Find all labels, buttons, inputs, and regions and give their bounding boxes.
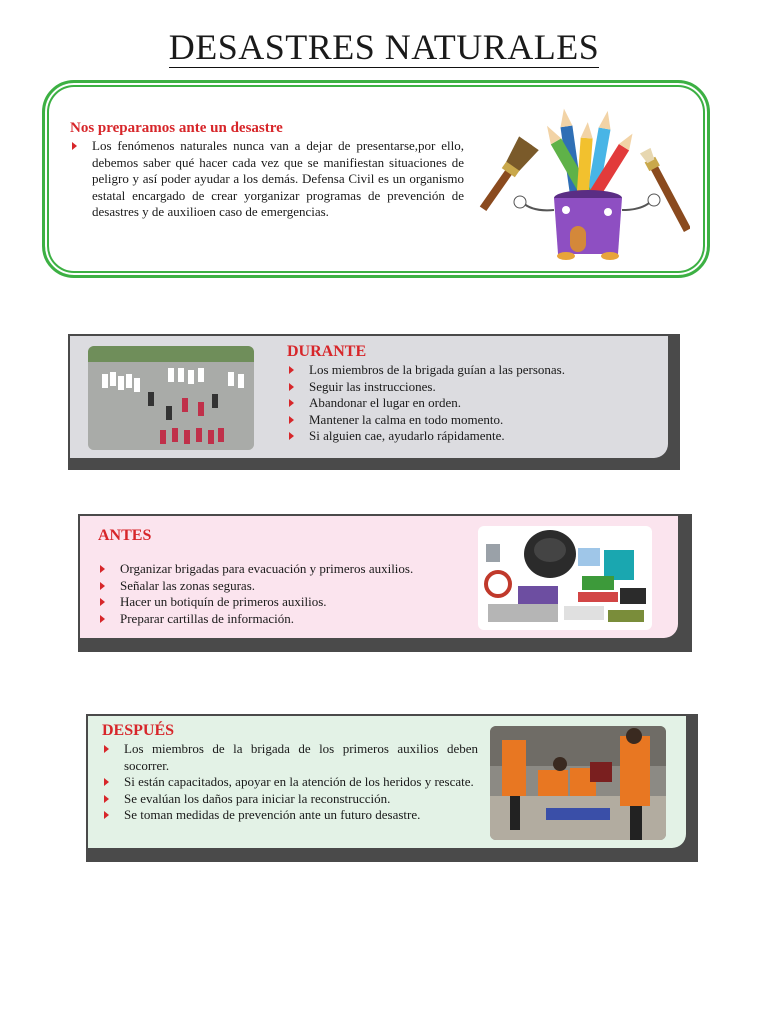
list-item: Mantener la calma en todo momento. [287, 412, 657, 429]
emergency-kit-icon [478, 526, 652, 630]
list-item: Preparar cartillas de información. [98, 611, 470, 628]
intro-heading: Nos preparamos ante un desastre [70, 120, 283, 136]
durante-title: DURANTE [287, 343, 367, 360]
intro-paragraph: Los fenómenos naturales nunca van a dejar de presentarse,por ello, debemos saber qué hacer cada vez que se manifiestan situaciones de peligro y así poder ayudar a los demás. Defensa Civil es un organismo estatal encargado de crear yorganizar programas de prevención de desastres y de auxilioen caso de emergencias. [70, 138, 464, 221]
rescue-photo-icon [490, 726, 666, 840]
list-item: Hacer un botiquín de primeros auxilios. [98, 594, 470, 611]
list-item: Se evalúan los daños para iniciar la reconstrucción. [102, 791, 478, 808]
pencil-cup-illustration [476, 106, 690, 262]
list-item: Seguir las instrucciones. [287, 379, 657, 396]
list-item: Señalar las zonas seguras. [98, 578, 470, 595]
page-title [0, 26, 768, 68]
durante-list [287, 362, 657, 445]
antes-content [98, 527, 470, 627]
intro-list [70, 138, 464, 221]
despues-content [102, 722, 478, 824]
emergency-kit-photo [478, 526, 652, 630]
antes-list [98, 561, 470, 627]
antes-title: ANTES [98, 527, 152, 544]
list-item: Organizar brigadas para evacuación y primeros auxilios. [98, 561, 470, 578]
durante-content [287, 343, 657, 445]
list-item: Se toman medidas de prevención ante un futuro desastre. [102, 807, 478, 824]
pencil-cup-icon [476, 106, 690, 262]
list-item: Si están capacitados, apoyar en la atención de los heridos y rescate. [102, 774, 478, 791]
evacuation-photo [88, 346, 254, 450]
evacuation-photo-icon [88, 346, 254, 450]
list-item: Los miembros de la brigada de los primeros auxilios deben socorrer. [102, 741, 478, 774]
intro-content [70, 120, 464, 221]
despues-title: DESPUÉS [102, 722, 175, 739]
list-item: Los miembros de la brigada guían a las personas. [287, 362, 657, 379]
despues-list [102, 741, 478, 824]
list-item: Si alguien cae, ayudarlo rápidamente. [287, 428, 657, 445]
list-item: Abandonar el lugar en orden. [287, 395, 657, 412]
rescue-photo [490, 726, 666, 840]
page-title-text: DESASTRES NATURALES [168, 27, 600, 67]
